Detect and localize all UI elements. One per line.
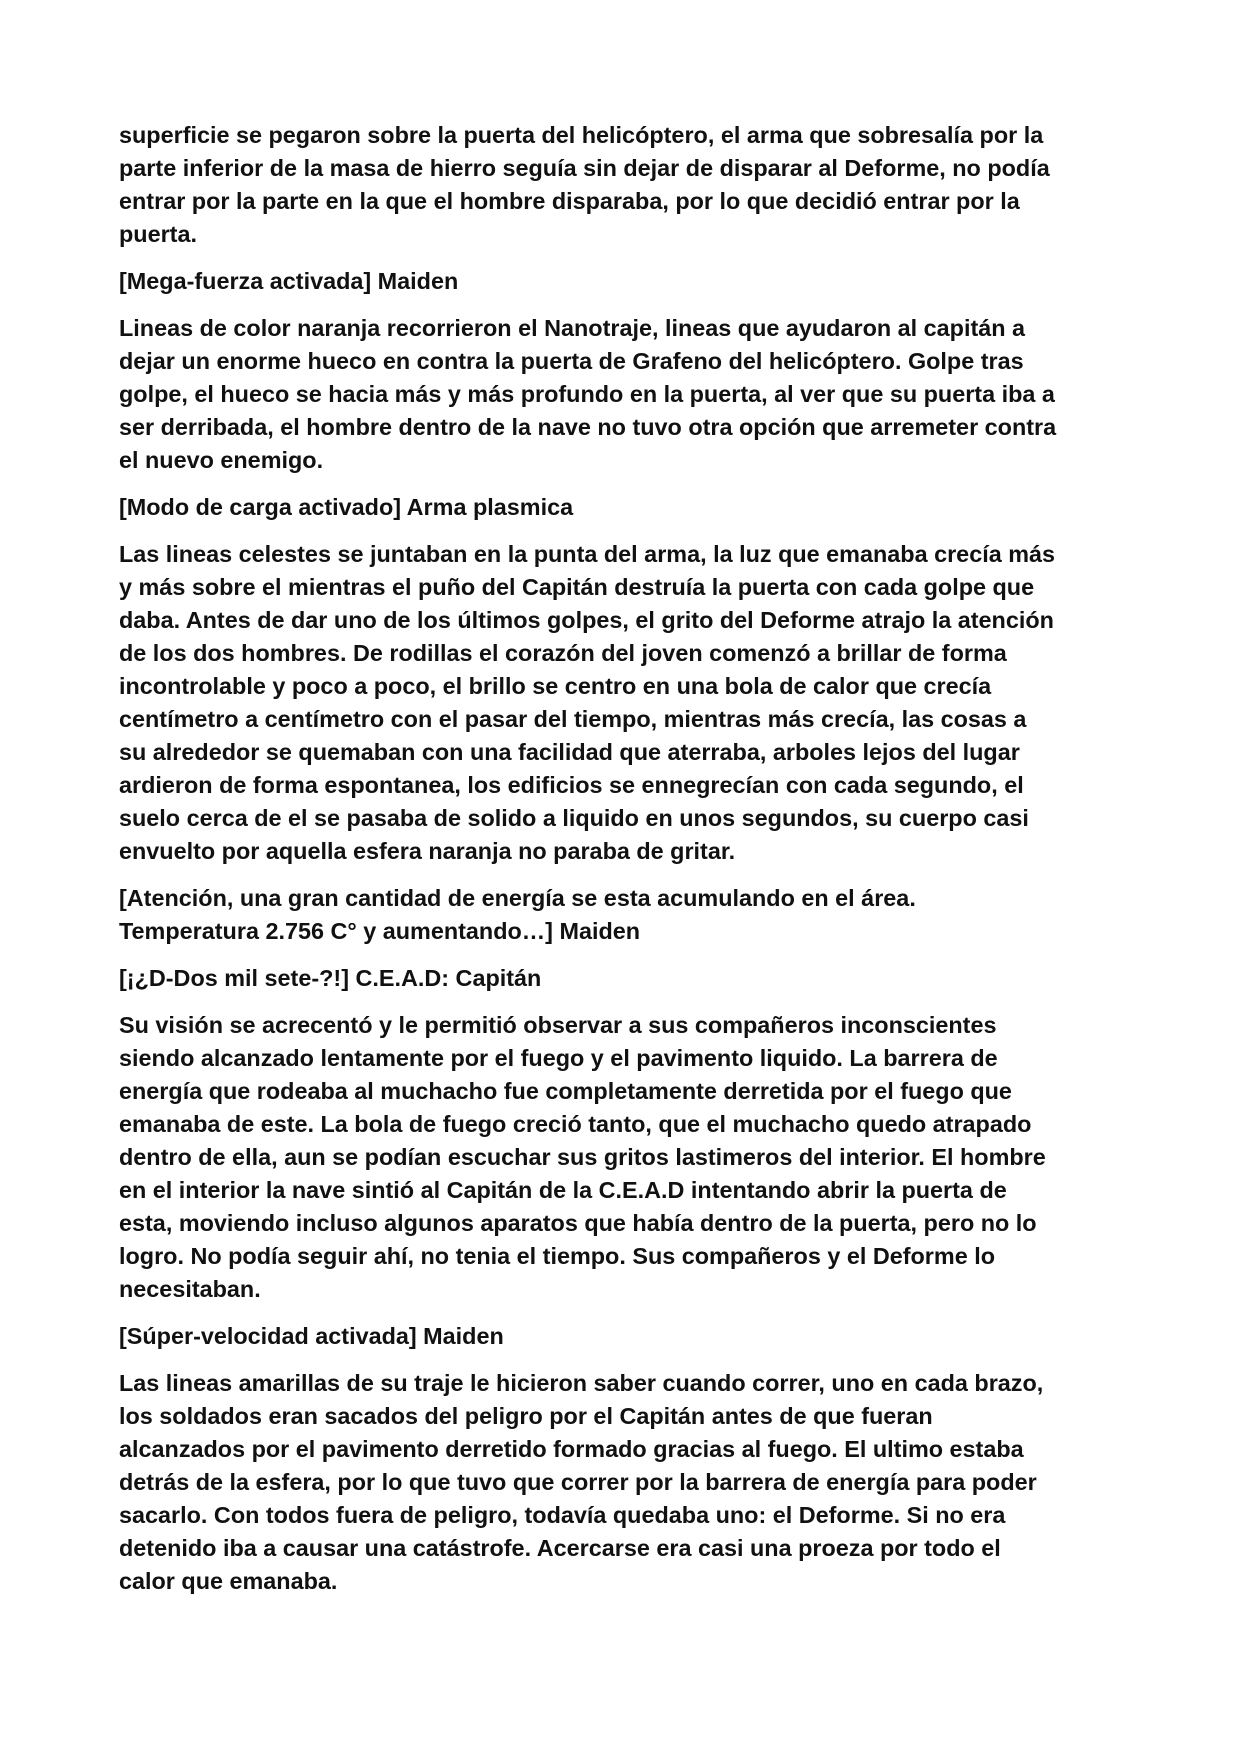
system-message-capitan: [¡¿D-Dos mil sete-?!] C.E.A.D: Capitán: [119, 965, 542, 991]
paragraph-2: Lineas de color naranja recorrieron el Nanotraje, lineas que ayudaron al capitán a dejar un enorme hueco en contra la puerta de Grafeno del helicóptero. Golpe tras golpe, el hueco se hacia más y más profundo en la puerta, al ver que su puerta iba a ser derribada, el hombre dentro de la nave no tuvo otra opción que arremeter contra el nuevo enemigo.: [119, 315, 1057, 473]
system-message-super-velocidad: [Súper-velocidad activada] Maiden: [119, 1323, 504, 1349]
paragraph-1: superficie se pegaron sobre la puerta del helicóptero, el arma que sobresalía por la parte inferior de la masa de hierro seguía sin dejar de disparar al Deforme, no podía entrar por la parte en la que el hombre disparaba, por lo que decidió entrar por la puerta.: [119, 122, 1050, 247]
paragraph-5: Las lineas amarillas de su traje le hicieron saber cuando correr, uno en cada brazo, los soldados eran sacados del peligro por el Capitán antes de que fueran alcanzados por el pavimento derretido formado gracias al fuego. El ultimo estaba detrás de la esfera, por lo que tuvo que correr por la barrera de energía para poder sacarlo. Con todos fuera de peligro, todavía quedaba uno: el Deforme. Si no era detenido iba a causar una catástrofe. Acercarse era casi una proeza por todo el calor que emanaba.: [119, 1370, 1044, 1594]
system-message-atencion: [Atención, una gran cantidad de energía se esta acumulando en el área. Temperatura 2.756 C° y aumentando…] Maiden: [119, 885, 916, 944]
paragraph-3: Las lineas celestes se juntaban en la punta del arma, la luz que emanaba crecía más y más sobre el mientras el puño del Capitán destruía la puerta con cada golpe que daba. Antes de dar uno de los últimos golpes, el grito del Deforme atrajo la atención de los dos hombres. De rodillas el corazón del joven comenzó a brillar de forma incontrolable y poco a poco, el brillo se centro en una bola de calor que crecía centímetro a centímetro con el pasar del tiempo, mientras más crecía, las cosas a su alrededor se quemaban con una facilidad que aterraba, arboles lejos del lugar ardieron de forma espontanea, los edificios se ennegrecían con cada segundo, el suelo cerca de el se pasaba de solido a liquido en unos segundos, su cuerpo casi envuelto por aquella esfera naranja no paraba de gritar.: [119, 541, 1056, 864]
paragraph-4: Su visión se acrecentó y le permitió observar a sus compañeros inconscientes siendo alcanzado lentamente por el fuego y el pavimento liquido. La barrera de energía que rodeaba al muchacho fue completamente derretida por el fuego que emanaba de este. La bola de fuego creció tanto, que el muchacho quedo atrapado dentro de ella, aun se podían escuchar sus gritos lastimeros del interior. El hombre en el interior la nave sintió al Capitán de la C.E.A.D intentando abrir la puerta de esta, moviendo incluso algunos aparatos que había dentro de la puerta, pero no lo logro. No podía seguir ahí, no tenia el tiempo. Sus compañeros y el Deforme lo necesitaban.: [119, 1012, 1046, 1302]
system-message-mega-fuerza: [Mega-fuerza activada] Maiden: [119, 268, 459, 294]
system-message-modo-de-carga: [Modo de carga activado] Arma plasmica: [119, 494, 574, 520]
